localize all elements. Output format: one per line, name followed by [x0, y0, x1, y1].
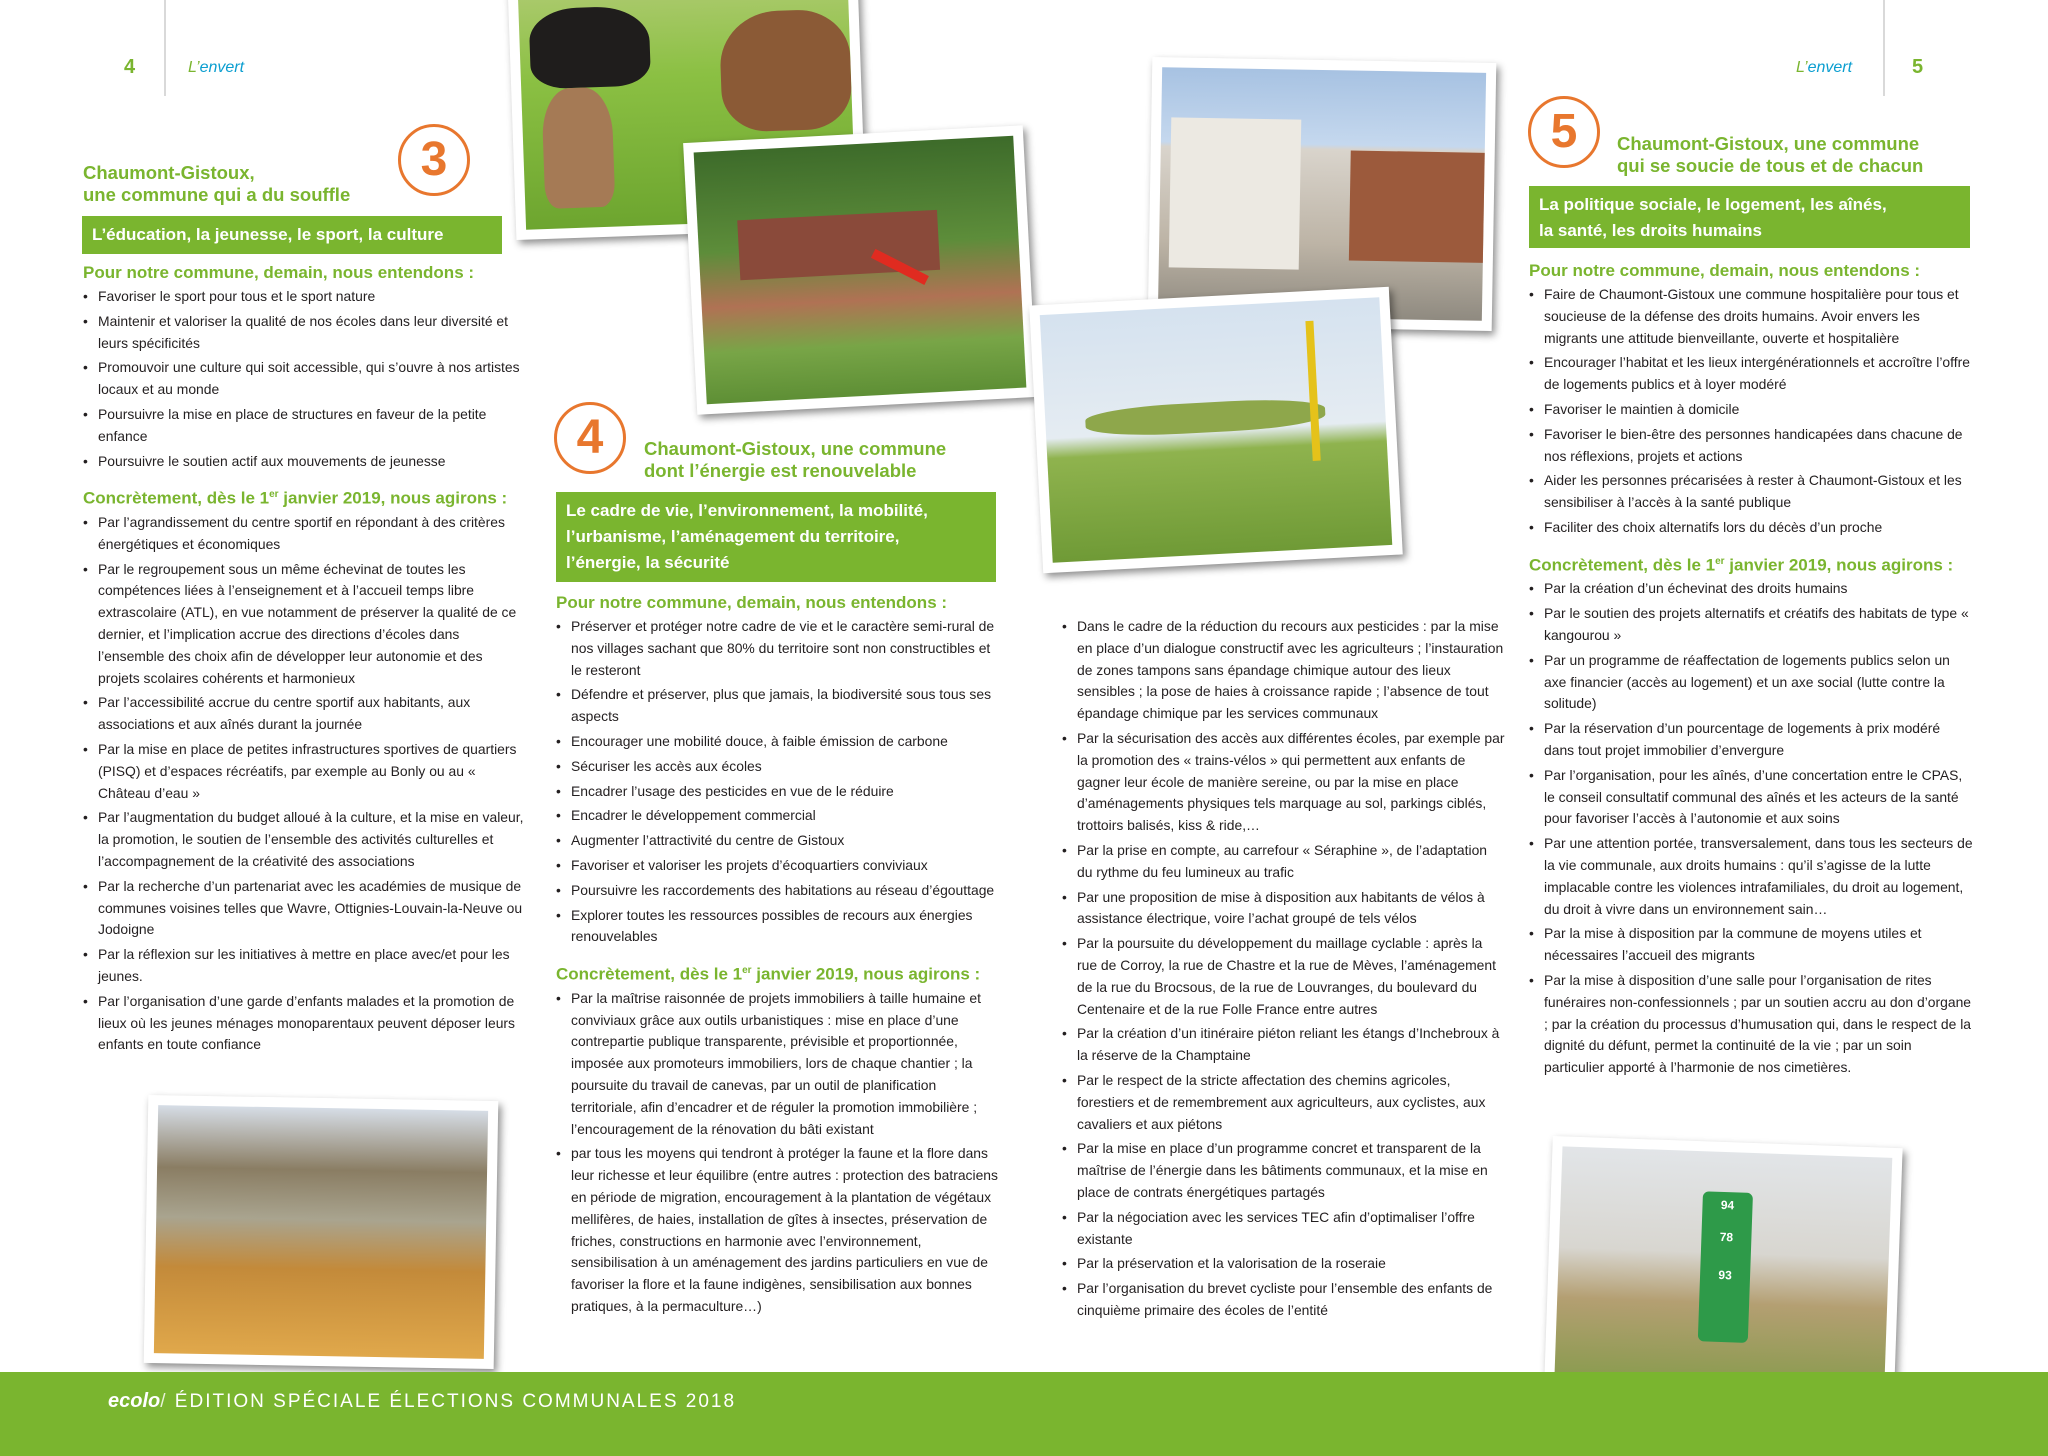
section5-column — [1529, 260, 1974, 1091]
list-item: • Par un programme de réaffectation de logements publics selon un axe financier (accès au logement) et un axe social (lutte contre la solitude) — [1529, 650, 1974, 715]
section3-heading2 — [83, 484, 528, 510]
list-item: • Maintenir et valoriser la qualité de nos écoles dans leur diversité et leurs spécificités — [83, 311, 528, 355]
section3-list2 — [83, 512, 528, 1056]
section4-column-continued — [1062, 616, 1506, 1334]
list-item: • Par le regroupement sous un même échevinat de toutes les compétences liées à l’enseignement et à l’accueil temps libre extrascolaire (ATL), en vue notamment de préserver la qualité de ce dernier, et l’implication accrue des directions d’écoles dans l’ensemble des choix afin de développer leur autonomie et des projets scolaires cohérents et harmonieux — [83, 559, 528, 690]
brand-prefix: L’ — [1796, 59, 1808, 76]
photo-playground — [683, 125, 1037, 414]
section5-list2 — [1529, 578, 1974, 1079]
playground-image — [694, 136, 1027, 404]
photo-sand-quarry — [144, 1095, 499, 1369]
route-number-top: 94 — [1720, 1197, 1735, 1213]
section3-title — [83, 162, 350, 206]
list-item: • Préserver et protéger notre cadre de vie et le caractère semi-rural de nos villages sachant que 80% du territoire sont non constructibles et le resteront — [556, 616, 1001, 681]
list-item: • Par l’organisation, pour les aînés, d’une concertation entre le CPAS, le conseil consultatif communal des aînés et les acteurs de la santé pour favoriser l’accès à l’autonomie et aux soins — [1529, 765, 1974, 830]
list-item: • Poursuivre les raccordements des habitations au réseau d’égouttage — [556, 880, 1001, 902]
cow-black — [528, 5, 651, 89]
brand-right — [1796, 59, 1852, 77]
section5-number-badge: 5 — [1528, 96, 1600, 168]
section3-number-badge: 3 — [398, 124, 470, 196]
list-item: • Faciliter des choix alternatifs lors du décès d’un proche — [1529, 517, 1974, 539]
list-item: • Par la mise à disposition par la commune de moyens utiles et nécessaires l’accueil des migrants — [1529, 923, 1974, 967]
heading2-pre: Concrètement, dès le 1 — [1529, 555, 1716, 575]
route-sign-panel — [1698, 1191, 1753, 1343]
section5-bar-line2: la santé, les droits humains — [1539, 221, 1762, 240]
list-item: • par tous les moyens qui tendront à protéger la faune et la flore dans leur richesse et leur équilibre (entre autres : protection des batraciens en période de migration, encouragement à la plantation de végétaux mellifères, de haies, installation de gîtes à insectes, préservation de friches, constructions en harmonie avec l’environnement, sensibilisation à un aménagement des jardins particuliers en vue de favoriser la flore et la faune indigènes, sensibilisation aux bonnes pratiques, à la permaculture…) — [556, 1143, 1001, 1317]
list-item: • Par la réservation d’un pourcentage de logements à prix modéré dans tout projet immobilier d’envergure — [1529, 718, 1974, 762]
section3-title-line1: Chaumont-Gistoux, — [83, 162, 255, 183]
left-page-number: 4 — [124, 56, 136, 78]
heading2-pre: Concrètement, dès le 1 — [556, 964, 743, 984]
list-item: • Par la préservation et la valorisation de la roseraie — [1062, 1253, 1506, 1275]
header-divider-left — [164, 0, 166, 96]
section5-title — [1617, 133, 1923, 177]
footer-slash: / — [160, 1391, 168, 1412]
route-number-bottom: 93 — [1718, 1267, 1733, 1283]
person-sitting — [541, 87, 615, 209]
section4-number-badge: 4 — [554, 402, 626, 474]
list-item: • Poursuivre le soutien actif aux mouvements de jeunesse — [83, 451, 528, 473]
list-item: • Par l’agrandissement du centre sportif en répondant à des critères énergétiques et économiques — [83, 512, 528, 556]
list-item: • Par l’augmentation du budget alloué à la culture, et la mise en valeur, la promotion, le soutien de l’ensemble des activités culturelles et l’accompagnement de la créativité des associations — [83, 807, 528, 872]
list-item: • Par la création d’un échevinat des droits humains — [1529, 578, 1974, 600]
list-item: • Par la mise en place d’un programme concret et transparent de la maîtrise de l’énergie dans les bâtiments communaux, et la mise en place de contrats énergétiques partagés — [1062, 1138, 1506, 1203]
list-item: • Par la négociation avec les services TEC afin d’optimaliser l’offre existante — [1062, 1207, 1506, 1251]
section3-list1 — [83, 286, 528, 472]
section4-list2 — [556, 988, 1001, 1318]
list-item: • Par le soutien des projets alternatifs et créatifs des habitats de type « kangourou » — [1529, 603, 1974, 647]
section4-column — [556, 592, 1001, 1330]
section3-column — [83, 262, 528, 1068]
list-item: • Défendre et préserver, plus que jamais, la biodiversité sous tous ses aspects — [556, 684, 1001, 728]
header-divider-right — [1883, 0, 1885, 96]
section4-bar-line2: l’urbanisme, l’aménagement du territoire, — [566, 527, 900, 546]
list-item: • Par une attention portée, transversalement, dans tous les secteurs de la vie communale, aux droits humains : qu’il s’agisse de la lutte implacable contre les violences intrafamiliales, du droit au logement, du droit à vivre dans un environnement sain… — [1529, 833, 1974, 920]
cow-brown — [719, 8, 853, 132]
list-item: • Par l’organisation d’une garde d’enfants malades et la promotion de lieux où les jeunes ménages monoparentaux peuvent déposer leurs enfants en toute confiance — [83, 991, 528, 1056]
brand-left — [188, 59, 244, 77]
list-item: • Par l’organisation du brevet cycliste pour l’ensemble des enfants de cinquième primaire des écoles de l’entité — [1062, 1278, 1506, 1322]
footer-text — [108, 1390, 736, 1413]
list-item: • Sécuriser les accès aux écoles — [556, 756, 1001, 778]
list-item: • Par une proposition de mise à disposition aux habitants de vélos à assistance électrique, voire l’achat groupé de tels vélos — [1062, 887, 1506, 931]
list-item: • Encourager une mobilité douce, à faible émission de carbone — [556, 731, 1001, 753]
section4-theme-bar — [556, 492, 996, 582]
treeline — [1085, 396, 1326, 439]
section3-title-line2: une commune qui a du souffle — [83, 184, 351, 205]
section3-heading1: Pour notre commune, demain, nous entendons : — [83, 263, 475, 282]
brand-name: envert — [199, 59, 245, 76]
list-item: • Favoriser et valoriser les projets d’écoquartiers conviviaux — [556, 855, 1001, 877]
heading2-sup: er — [1715, 555, 1725, 567]
section4-title-line2: dont l’énergie est renouvelable — [644, 460, 917, 481]
list-item: • Par la création d’un itinéraire piéton reliant les étangs d’Inchebroux à la réserve de la Champtaine — [1062, 1023, 1506, 1067]
brand-name: envert — [1807, 59, 1853, 76]
right-page-number: 5 — [1912, 56, 1924, 78]
section5-heading2 — [1529, 551, 1974, 577]
section4-heading1: Pour notre commune, demain, nous entendons : — [556, 593, 948, 612]
list-item: • Promouvoir une culture qui soit accessible, qui s’ouvre à nos artistes locaux et au monde — [83, 357, 528, 401]
list-item: • Favoriser le bien-être des personnes handicapées dans chacune de nos réflexions, projets et actions — [1529, 424, 1974, 468]
heading2-post: janvier 2019, nous agirons : — [751, 964, 981, 984]
section4-bar-line3: l’énergie, la sécurité — [566, 553, 730, 572]
heading2-sup: er — [742, 965, 752, 977]
list-item: • Aider les personnes précarisées à rester à Chaumont-Gistoux et les sensibiliser à l’accès à la santé publique — [1529, 470, 1974, 514]
heading2-post: janvier 2019, nous agirons : — [1724, 555, 1954, 575]
section5-list1 — [1529, 284, 1974, 539]
list-item: • Par la réflexion sur les initiatives à mettre en place avec/et pour les jeunes. — [83, 944, 528, 988]
list-item: • Poursuivre la mise en place de structures en faveur de la petite enfance — [83, 404, 528, 448]
section5-heading1: Pour notre commune, demain, nous entendons : — [1529, 261, 1921, 280]
list-item: • Favoriser le maintien à domicile — [1529, 399, 1974, 421]
section3-theme-bar: L’éducation, la jeunesse, le sport, la culture — [82, 216, 502, 254]
list-item: • Dans le cadre de la réduction du recours aux pesticides : par la mise en place d’un dialogue constructif avec les agriculteurs ; l’instauration de zones tampons sans épandage chimique autour des lieux sensibles ; la pose de haies à croissance rapide ; l’absence de tout épandage chimique par les services communaux — [1062, 616, 1506, 725]
white-building — [1169, 117, 1302, 269]
manor-image — [1158, 67, 1486, 321]
list-item: • Encadrer le développement commercial — [556, 805, 1001, 827]
list-item: • Par la maîtrise raisonnée de projets immobiliers à taille humaine et conviviaux grâce aux outils urbanistiques : mise en place d’une contrepartie publique transparente, prévisible et proportionnée, imposée aux promoteurs immobiliers, lors de chaque chantier ; la poursuite du travail de canevas, par un outil de planification territoriale, afin d’encadrer et de réguler la promotion immobilière ; l’encouragement de la rénovation du bâti existant — [556, 988, 1001, 1141]
section4-title — [644, 438, 946, 482]
heading2-post: janvier 2019, nous agirons : — [278, 489, 508, 509]
list-item: • Favoriser le sport pour tous et le sport nature — [83, 286, 528, 308]
heading2-pre: Concrètement, dès le 1 — [83, 489, 270, 509]
section4-list1 — [556, 616, 1001, 948]
list-item: • Par la mise à disposition d’une salle pour l’organisation de rites funéraires non-confessionnels ; par un soutien accru au don d’organe ; par la création du processus d’humusation qui, dans le respect de la dignité du défunt, permet la continuité de la vie ; par un soin particulier apporté à l’harmonie de nos cimetières. — [1529, 970, 1974, 1079]
section5-bar-line1: La politique sociale, le logement, les aînés, — [1539, 195, 1887, 214]
section4-title-line1: Chaumont-Gistoux, une commune — [644, 438, 947, 459]
list-item: • Encadrer l’usage des pesticides en vue de le réduire — [556, 781, 1001, 803]
heading2-sup: er — [269, 489, 279, 501]
footer-bar — [0, 1372, 2048, 1456]
list-item: • Par la prise en compte, au carrefour « Séraphine », de l’adaptation du rythme du feu lumineux au trafic — [1062, 840, 1506, 884]
list-item: • Augmenter l’attractivité du centre de Gistoux — [556, 830, 1001, 852]
list-item: • Par la recherche d’un partenariat avec les académies de musique de communes voisines telles que Wavre, Ottignies-Louvain-la-Neuve ou Jodoigne — [83, 876, 528, 941]
list-item: • Par le respect de la stricte affectation des chemins agricoles, forestiers et de remembrement aux agriculteurs, aux cyclistes, aux cavaliers et aux piétons — [1062, 1070, 1506, 1135]
photo-field-sign — [1029, 287, 1403, 573]
route-number-middle: 78 — [1719, 1229, 1734, 1245]
ecolo-logo: ecolo — [108, 1390, 161, 1412]
section5-theme-bar — [1529, 186, 1970, 248]
section5-title-line1: Chaumont-Gistoux, une commune — [1617, 133, 1920, 154]
section4-list3 — [1062, 616, 1506, 1322]
list-item: • Explorer toutes les ressources possibles de recours aux énergies renouvelables — [556, 905, 1001, 949]
list-item: • Par la mise en place de petites infrastructures sportives de quartiers (PISQ) et d’espaces récréatifs, par exemple au Bonly ou au « Château d’eau » — [83, 739, 528, 804]
section5-title-line2: qui se soucie de tous et de chacun — [1617, 155, 1924, 176]
field-image — [1040, 297, 1393, 562]
quarry-image — [154, 1105, 488, 1359]
cycle-route-image — [1554, 1146, 1893, 1409]
list-item: • Par l’accessibilité accrue du centre sportif aux habitants, aux associations et aux aînés durant la journée — [83, 692, 528, 736]
list-item: • Encourager l’habitat et les lieux intergénérationnels et accroître l’offre de logements publics et à loyer modéré — [1529, 352, 1974, 396]
brand-prefix: L’ — [188, 59, 200, 76]
list-item: • Par la sécurisation des accès aux différentes écoles, par exemple par la promotion des « trains-vélos » qui permettent aux enfants de gagner leur école de manière sereine, ou par la mise en place d’aménagements physiques tels marquage au sol, parkings ciblés, trottoirs balisés, kiss & ride,… — [1062, 728, 1506, 837]
list-item: • Par la poursuite du développement du maillage cyclable : après la rue de Corroy, la rue de Chastre et la rue de Mèves, l’aménagement de la rue du Brocsous, de la rue de Louvranges, du boulevard du Centenaire et de la rue Folle France entre autres — [1062, 933, 1506, 1020]
yellow-post — [1305, 321, 1320, 461]
section4-heading2 — [556, 960, 1001, 986]
footer-edition-label: ÉDITION SPÉCIALE ÉLECTIONS COMMUNALES 2018 — [167, 1391, 737, 1412]
list-item: • Faire de Chaumont-Gistoux une commune hospitalière pour tous et soucieuse de la défense des droits humains. Avoir envers les migrants une attitude bienveillante, ouverte et hospitalière — [1529, 284, 1974, 349]
section4-bar-line1: Le cadre de vie, l’environnement, la mobilité, — [566, 501, 928, 520]
brick-building — [1349, 150, 1486, 262]
